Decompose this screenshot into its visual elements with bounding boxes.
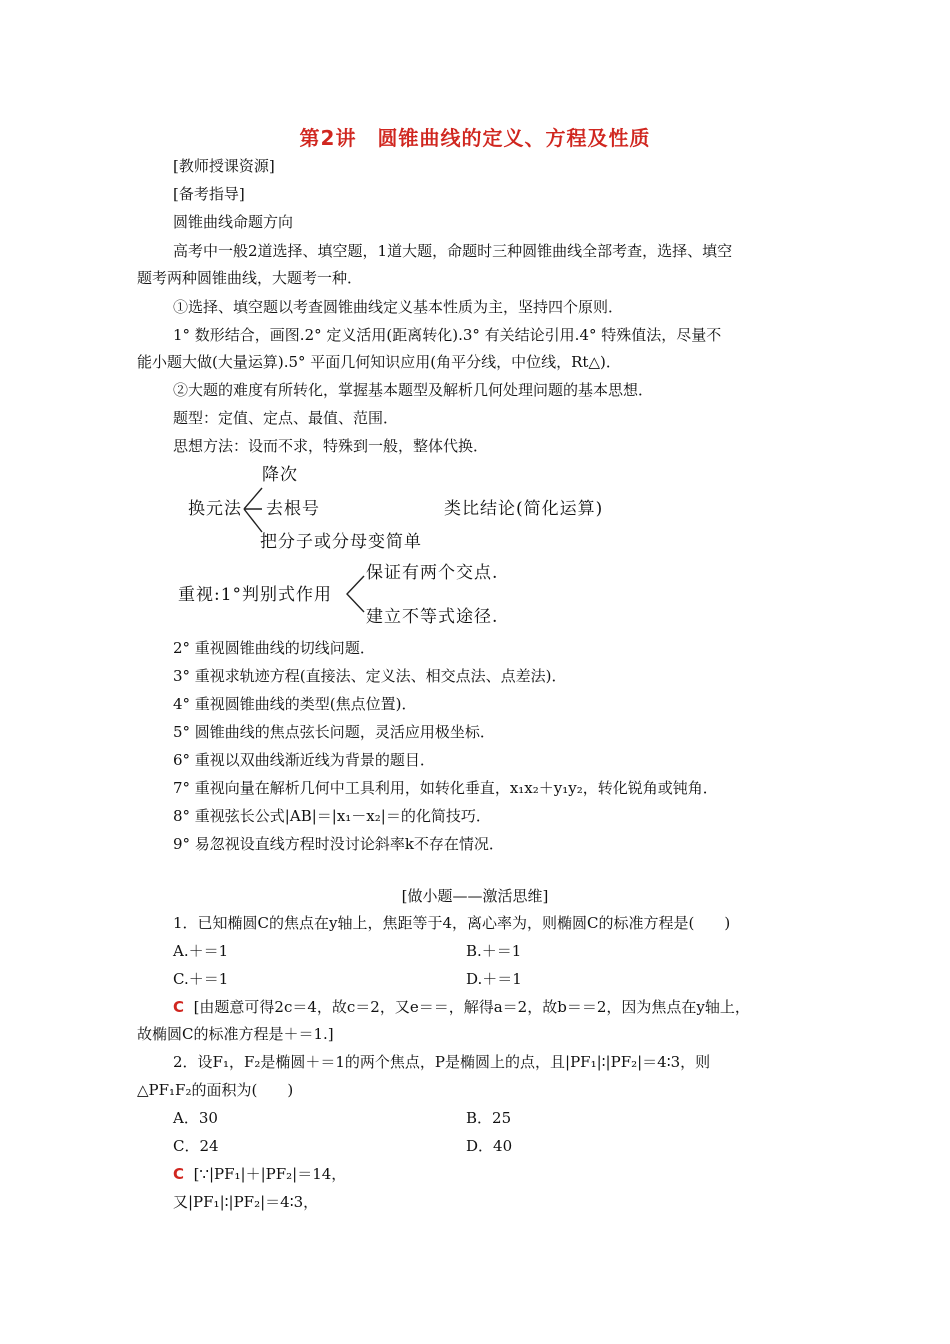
point-3: 3° 重视求轨迹方程(直接法、定义法、相交点法、点差法)． — [173, 667, 567, 685]
question-2-option-c: C．24 — [173, 1137, 219, 1155]
principles-line-2: 能小题大做(大量运算).5° 平面几何知识应用(角平分线，中位线，Rt△)． — [137, 353, 621, 371]
branch-remove-radical: 去根号 — [266, 499, 320, 519]
question-1-option-d: D.＋＝1 — [466, 970, 522, 988]
question-2-solution — [173, 1164, 346, 1184]
intro-line-1: 高考中一般2道选择、填空题，1道大题，命题时三种圆锥曲线全部考查，选择、填空 — [173, 242, 733, 260]
question-2-option-d: D．40 — [466, 1137, 513, 1155]
exam-guide-tag: [备考指导] — [173, 185, 245, 203]
question-2-solution-line-2: 又|PF₁|∶|PF₂|＝4∶3， — [173, 1193, 319, 1211]
question-1-solution-line-1: [由题意可得2c＝4，故c＝2，又e＝＝，解得a＝2，故b＝＝2，因为焦点在y轴上， — [193, 998, 750, 1016]
practice-section-title: [做小题——激活思维] — [401, 887, 549, 905]
question-1-option-a: A.＋＝1 — [173, 942, 229, 960]
emphasis-discriminant: 重视:1°判别式作用 — [178, 585, 333, 605]
section-heading: 圆锥曲线命题方向 — [173, 213, 294, 231]
point-7: 7° 重视向量在解析几何中工具利用，如转化垂直，x₁x₂＋y₁y₂，转化锐角或钝角． — [173, 779, 718, 797]
branch-reduce-degree: 降次 — [262, 465, 298, 485]
point-8: 8° 重视弦长公式|AB|＝|x₁－x₂|＝的化简技巧． — [173, 807, 491, 825]
question-2-solution-line-1: [∵|PF₁|＋|PF₂|＝14， — [193, 1165, 347, 1183]
question-1-answer: C — [173, 998, 185, 1016]
question-1-solution — [173, 997, 750, 1017]
question-2-stem-line-1: 2．设F₁，F₂是椭圆＋＝1的两个焦点，P是椭圆上的点，且|PF₁|∶|PF₂|＝4∶3，则 — [173, 1053, 711, 1071]
analogy-conclusion: 类比结论(简化运算) — [444, 499, 604, 519]
big-question-paragraph: ②大题的难度有所转化，掌握基本题型及解析几何处理问题的基本思想． — [173, 381, 654, 399]
teacher-resource-tag: [教师授课资源] — [173, 157, 275, 175]
branch-two-intersections: 保证有两个交点. — [366, 563, 499, 583]
question-1-solution-line-2: 故椭圆C的标准方程是＋＝1.] — [137, 1025, 334, 1043]
diagram-root-substitution: 换元法 — [188, 499, 242, 519]
question-1-option-c: C.＋＝1 — [173, 970, 229, 988]
intro-line-2: 题考两种圆锥曲线，大题考一种． — [137, 269, 363, 287]
principle-paragraph: ①选择、填空题以考查圆锥曲线定义基本性质为主，坚持四个原则． — [173, 298, 624, 316]
branch-inequality-approach: 建立不等式途径. — [366, 607, 499, 627]
question-2-option-b: B．25 — [466, 1109, 512, 1127]
thinking-methods: 思想方法：设而不求，特殊到一般，整体代换． — [173, 437, 489, 455]
question-types: 题型：定值、定点、最值、范围． — [173, 409, 399, 427]
question-2-option-a: A．30 — [173, 1109, 218, 1127]
page-title: 第2讲 圆锥曲线的定义、方程及性质 — [299, 126, 651, 150]
point-4: 4° 重视圆锥曲线的类型(焦点位置)． — [173, 695, 417, 713]
point-5: 5° 圆锥曲线的焦点弦长问题，灵活应用极坐标． — [173, 723, 495, 741]
point-9: 9° 易忽视设直线方程时没讨论斜率k不存在情况． — [173, 835, 504, 853]
question-1-stem: 1．已知椭圆C的焦点在y轴上，焦距等于4，离心率为，则椭圆C的标准方程是( ) — [173, 914, 731, 932]
question-2-stem-line-2: △PF₁F₂的面积为( ) — [137, 1081, 294, 1099]
point-2: 2° 重视圆锥曲线的切线问题． — [173, 639, 375, 657]
point-6: 6° 重视以双曲线渐近线为背景的题目． — [173, 751, 435, 769]
question-2-answer: C — [173, 1165, 185, 1183]
question-1-option-b: B.＋＝1 — [466, 942, 522, 960]
branch-simplify-fraction: 把分子或分母变简单 — [260, 532, 422, 552]
principles-line-1: 1° 数形结合，画图.2° 定义活用(距离转化).3° 有关结论引用.4° 特殊值法，尽量不 — [173, 326, 722, 344]
